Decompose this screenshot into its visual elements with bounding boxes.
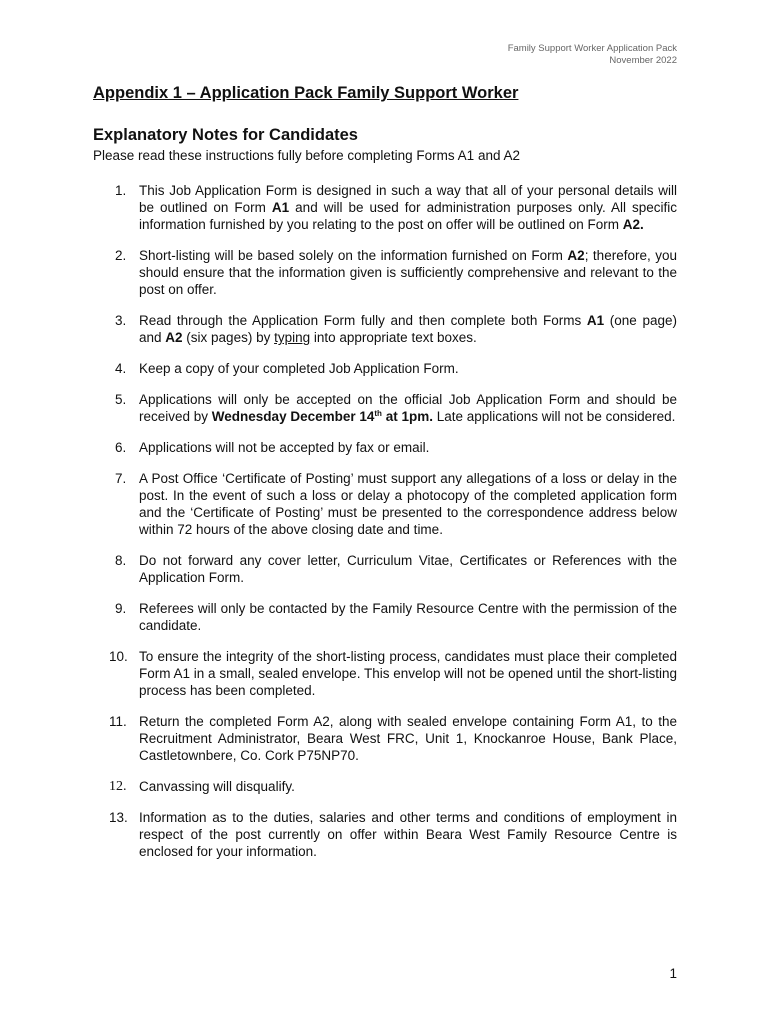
note-item-10	[93, 648, 677, 699]
note-item-12	[93, 778, 677, 795]
note-number: 8.	[115, 553, 127, 568]
note-text: Referees will only be contacted by the Family Resource Centre with the permission of the candidate.	[139, 601, 677, 633]
explanatory-notes-list	[93, 182, 677, 874]
note-text: A Post Office ‘Certificate of Posting’ must support any allegations of a loss or delay in the post. In the event of such a loss or delay a photocopy of the completed application form and the ‘Certificate of Posting’ must be presented to the correspondence address below within 72 hours of the above closing date and time.	[139, 471, 677, 537]
note-item-9	[93, 600, 677, 634]
document-title: Appendix 1 – Application Pack Family Support Worker	[93, 84, 519, 102]
note-item-3	[93, 312, 677, 346]
note-text: Keep a copy of your completed Job Application Form.	[139, 361, 459, 376]
note-text: Information as to the duties, salaries and other terms and conditions of employment in respect of the post currently on offer within Beara West Family Resource Centre is enclosed for your information.	[139, 810, 677, 859]
note-text: Canvassing will disqualify.	[139, 779, 295, 794]
note-number: 2.	[115, 248, 127, 263]
note-item-2	[93, 247, 677, 298]
header-pack-name: Family Support Worker Application Pack	[507, 43, 677, 54]
note-item-1	[93, 182, 677, 233]
note-number: 1.	[115, 183, 127, 198]
note-number: 13.	[109, 810, 128, 825]
note-number: 7.	[115, 471, 127, 486]
note-text: Applications will not be accepted by fax or email.	[139, 440, 430, 455]
note-text: Return the completed Form A2, along with sealed envelope containing Form A1, to the Recruitment Administrator, Beara West FRC, Unit 1, Knockanroe House, Bank Place, Castletownbere, Co. Cork P75NP70.	[139, 714, 677, 763]
note-number: 10.	[109, 649, 128, 664]
note-number: 5.	[115, 392, 127, 407]
section-heading: Explanatory Notes for Candidates	[93, 126, 358, 144]
note-item-13	[93, 809, 677, 860]
header-date: November 2022	[609, 55, 677, 66]
running-header	[508, 43, 677, 67]
note-number: 3.	[115, 313, 127, 328]
note-text: Applications will only be accepted on the official Job Application Form and should be received by Wednesday December 14th at 1pm. Late applications will not be considered.	[139, 392, 677, 424]
note-number: 9.	[115, 601, 127, 616]
note-text: To ensure the integrity of the short-listing process, candidates must place their completed Form A1 in a small, sealed envelope. This envelop will not be opened until the short-listing process has been completed.	[139, 649, 677, 698]
note-number: 11.	[109, 714, 127, 729]
note-number: 4.	[115, 361, 127, 376]
note-item-5	[93, 391, 677, 425]
note-text: Read through the Application Form fully and then complete both Forms A1 (one page) and A2 (six pages) by typing into appropriate text boxes.	[139, 313, 677, 345]
note-text: This Job Application Form is designed in such a way that all of your personal details will be outlined on Form A1 and will be used for administration purposes only. All specific information furnished by you relating to the post on offer will be outlined on Form A2.	[139, 183, 677, 232]
page-number: 1	[669, 966, 677, 981]
section-intro: Please read these instructions fully before completing Forms A1 and A2	[93, 148, 520, 163]
note-number: 6.	[115, 440, 127, 455]
note-item-6	[93, 439, 677, 456]
note-text: Do not forward any cover letter, Curriculum Vitae, Certificates or References with the Application Form.	[139, 553, 677, 585]
note-text: Short-listing will be based solely on the information furnished on Form A2; therefore, you should ensure that the information given is sufficiently comprehensive and relevant to the post on offer.	[139, 248, 677, 297]
note-item-11	[93, 713, 677, 764]
note-item-4	[93, 360, 677, 377]
note-item-7	[93, 470, 677, 538]
note-item-8	[93, 552, 677, 586]
note-number: 12.	[109, 779, 127, 794]
